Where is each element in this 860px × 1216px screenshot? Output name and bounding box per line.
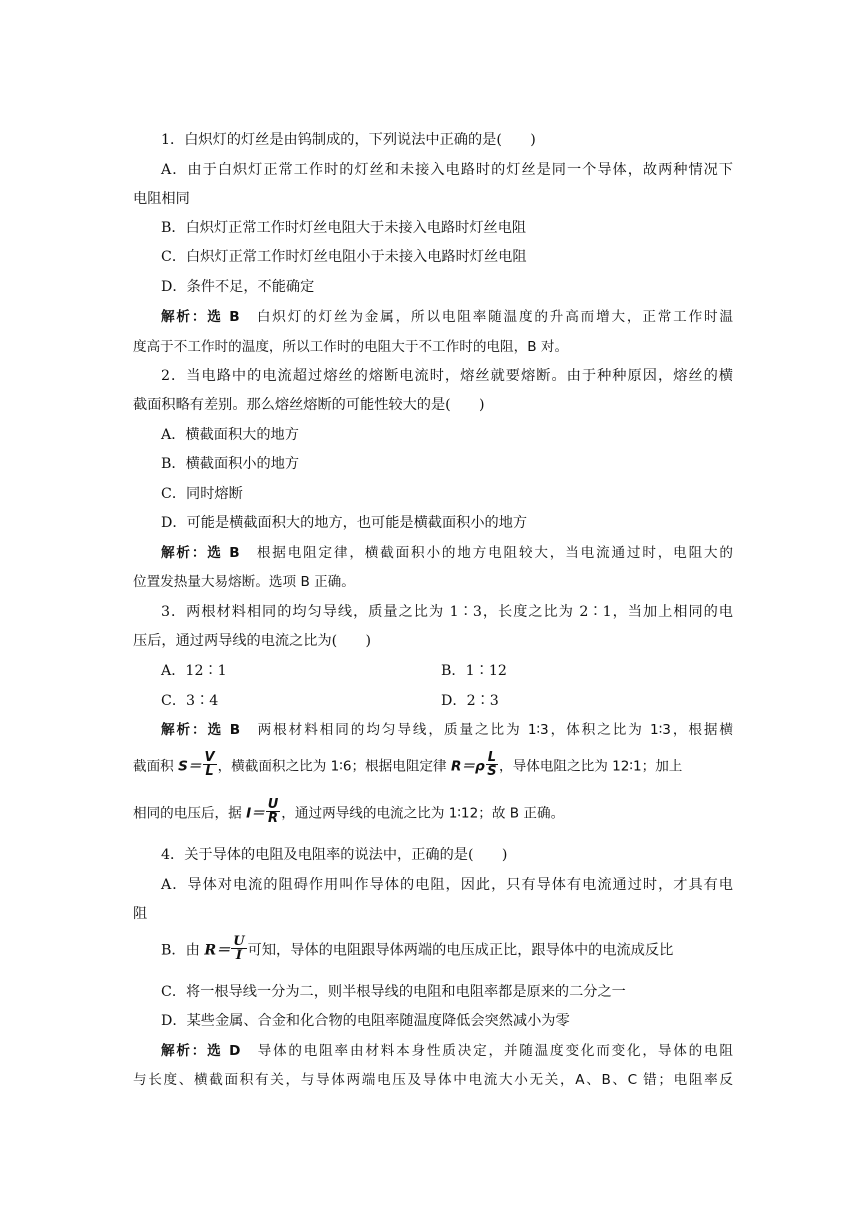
fraction-numerator: U xyxy=(233,934,245,949)
q3-solution-text-2a: 截面积 xyxy=(133,758,179,775)
q3-option-c: C．3∶4 xyxy=(161,693,219,709)
q3-solution-text-3a: 相同的电压后，据 xyxy=(133,805,247,822)
q3-options-row-2 xyxy=(161,688,761,714)
q4-option-b xyxy=(161,934,761,963)
formula-s-lhs: S＝ xyxy=(178,758,202,775)
q3-solution-line-2 xyxy=(133,750,733,779)
q4-option-c: C．将一根导线一分为二，则半根导线的电阻和电阻率都是原来的二分之一 xyxy=(161,984,626,1000)
q4-option-b-text: 可知，导体的电阻跟导体两端的电压成正比，跟导体中的电流成反比 xyxy=(247,942,674,959)
q3-solution-tag: 解析：选 B xyxy=(161,722,241,738)
q2-option-c: C．同时熔断 xyxy=(161,486,243,502)
q3-options-row-1 xyxy=(161,658,761,684)
q4-solution-text: 导体的电阻率由材料本身性质决定，并随温度变化而变化，导体的电阻 xyxy=(240,1043,733,1059)
q2-option-d: D．可能是横截面积大的地方，也可能是横截面积小的地方 xyxy=(161,515,528,531)
q1-option-c: C．白炽灯正常工作时灯丝电阻小于未接入电路时灯丝电阻 xyxy=(161,249,527,265)
q4-solution xyxy=(161,1038,733,1064)
q1-option-a: A．由于白炽灯正常工作时的灯丝和未接入电路时的灯丝是同一个导体，故两种情况下 xyxy=(161,162,733,178)
formula-i-lhs: I＝ xyxy=(246,805,265,822)
formula-u-over-i xyxy=(231,935,246,962)
q2-option-a: A．横截面积大的地方 xyxy=(161,427,299,443)
q3-option-a: A．12∶1 xyxy=(161,663,227,679)
q1-option-d: D．条件不足，不能确定 xyxy=(161,279,315,295)
q2-solution-tag: 解析：选 B xyxy=(161,545,240,561)
fraction-denominator: I xyxy=(235,948,243,963)
q4-option-a-cont: 阻 xyxy=(133,906,148,922)
q3-solution-text-3b: ，通过两导线的电流之比为 1∶12；故 B 正确。 xyxy=(281,805,565,822)
q1-option-a-cont: 电阻相同 xyxy=(133,191,190,207)
q2-stem: 2．当电路中的电流超过熔丝的熔断电流时，熔丝就要熔断。由于种种原因，熔丝的横 xyxy=(161,368,733,384)
q2-solution-text: 根据电阻定律，横截面积小的地方电阻较大，当电流通过时，电阻大的 xyxy=(239,545,734,561)
fraction-denominator: R xyxy=(268,811,279,826)
q3-solution-line-3 xyxy=(133,797,733,826)
formula-u-over-r xyxy=(266,798,281,825)
formula-v-over-l xyxy=(203,751,217,778)
q4-solution-tag: 解析：选 D xyxy=(161,1043,241,1059)
fraction-numerator: V xyxy=(204,750,215,765)
fraction-numerator: L xyxy=(487,750,497,765)
q3-option-d: D．2∶3 xyxy=(441,693,499,709)
formula-l-over-s xyxy=(486,751,498,778)
formula-r-lhs: R＝ρ xyxy=(450,758,485,775)
q1-stem: 1．白炽灯的灯丝是由钨制成的，下列说法中正确的是( ) xyxy=(161,132,536,148)
q4-option-a: A．导体对电流的阻碍作用叫作导体的电阻，因此，只有导体有电流通过时，才具有电 xyxy=(161,877,733,893)
q1-solution-text: 白炽灯的灯丝为金属，所以电阻率随温度的升高而增大，正常工作时温 xyxy=(239,309,734,325)
q3-solution-text-2b: ，横截面积之比为 1∶6；根据电阻定律 xyxy=(217,758,451,775)
q3-solution-text: 两根材料相同的均匀导线，质量之比为 1∶3，体积之比为 1∶3，根据横 xyxy=(240,722,734,738)
q3-stem: 3．两根材料相同的均匀导线，质量之比为 1∶3，长度之比为 2∶1，当加上相同的电 xyxy=(161,604,733,620)
fraction-denominator: L xyxy=(205,764,214,779)
q2-solution-cont: 位置发热量大易熔断。选项 B 正确。 xyxy=(133,574,355,590)
q2-stem-cont: 截面积略有差别。那么熔丝熔断的可能性较大的是( ) xyxy=(133,397,485,413)
q4-option-b-label: B．由 xyxy=(161,942,205,959)
q3-solution-text-2c: ，导体电阻之比为 12∶1；加上 xyxy=(499,758,683,775)
fraction-denominator: S xyxy=(487,764,497,779)
q4-stem: 4．关于导体的电阻及电阻率的说法中，正确的是( ) xyxy=(161,847,508,863)
q1-solution-cont: 度高于不工作时的温度，所以工作时的电阻大于不工作时的电阻，B 对。 xyxy=(133,339,569,355)
q3-option-b: B．1∶12 xyxy=(441,663,507,679)
q1-solution-tag: 解析：选 B xyxy=(161,309,240,325)
fraction-numerator: U xyxy=(267,797,279,812)
q3-solution xyxy=(161,717,733,743)
q1-option-b: B．白炽灯正常工作时灯丝电阻大于未接入电路时灯丝电阻 xyxy=(161,220,527,236)
q4-option-d: D．某些金属、合金和化合物的电阻率随温度降低会突然减小为零 xyxy=(161,1013,570,1029)
formula-r-lhs: R＝ xyxy=(204,942,231,959)
q1-solution xyxy=(161,304,733,330)
q2-option-b: B．横截面积小的地方 xyxy=(161,456,300,472)
q4-solution-cont: 与长度、横截面积有关，与导体两端电压及导体中电流大小无关，A、B、C 错；电阻率反 xyxy=(133,1072,733,1088)
q3-stem-cont: 压后，通过两导线的电流之比为( ) xyxy=(133,633,372,649)
q2-solution xyxy=(161,540,733,566)
